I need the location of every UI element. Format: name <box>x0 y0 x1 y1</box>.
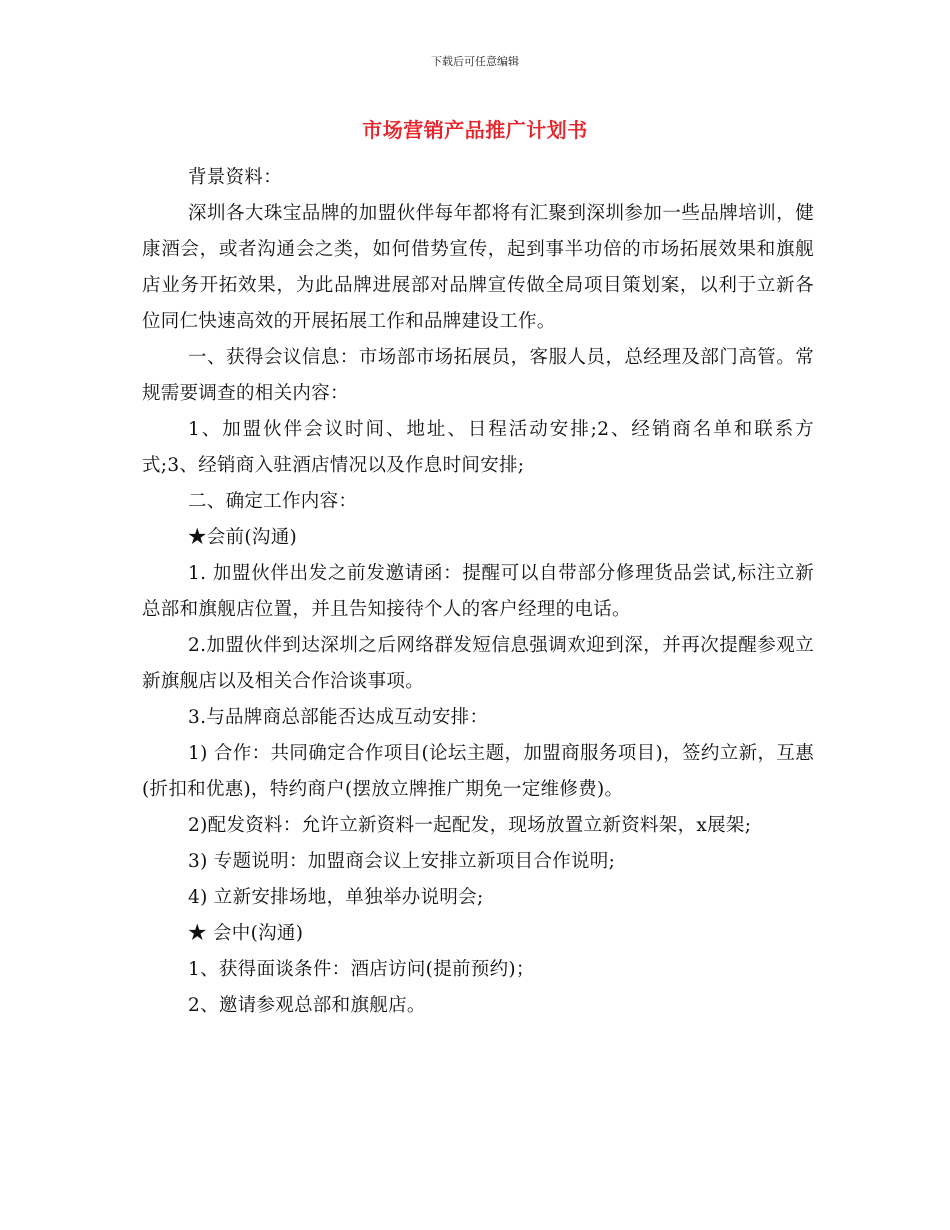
paragraph-item-invitation: 1. 加盟伙伴出发之前发邀请函：提醒可以自带部分修理货品尝试,标注立新总部和旗舰店位置，并且告知接待个人的客户经理的电话。 <box>142 563 814 620</box>
paragraph-section-2: 二、确定工作内容： <box>188 491 358 512</box>
paragraph-item-sms: 2.加盟伙伴到达深圳之后网络群发短信息强调欢迎到深，并再次提醒参观立新旗舰店以及相关合作洽谈事项。 <box>142 635 814 692</box>
paragraph-sub-cooperation: 1) 合作：共同确定合作项目(论坛主题，加盟商服务项目)，签约立新，互惠(折扣和优惠)，特约商户(摆放立牌推广期免一定维修费)。 <box>142 743 814 800</box>
paragraph-sub-special-topic: 3) 专题说明：加盟商会议上安排立新项目合作说明; <box>188 851 616 872</box>
paragraph-item-interaction: 3.与品牌商总部能否达成互动安排： <box>188 707 489 728</box>
paragraph-section-1-items: 1、加盟伙伴会议时间、地址、日程活动安排;2、经销商名单和联系方式;3、经销商入驻酒店情况以及作息时间安排; <box>142 419 814 476</box>
page-header-note: 下载后可任意编辑 <box>431 55 519 68</box>
paragraph-during-meeting: ★ 会中(沟通) <box>188 923 304 944</box>
paragraph-sub-venue: 4) 立新安排场地，单独举办说明会; <box>188 887 484 908</box>
document-body <box>142 160 814 1024</box>
paragraph-item-interview: 1、获得面谈条件：酒店访问(提前预约)； <box>188 959 535 980</box>
paragraph-section-1: 一、获得会议信息：市场部市场拓展员，客服人员，总经理及部门高管。常规需要调查的相关内容： <box>142 347 814 404</box>
document-title: 市场营销产品推广计划书 <box>362 118 588 142</box>
paragraph-before-meeting: ★会前(沟通) <box>188 527 298 548</box>
paragraph-background: 深圳各大珠宝品牌的加盟伙伴每年都将有汇聚到深圳参加一些品牌培训，健康酒会，或者沟通会之类，如何借势宣传，起到事半功倍的市场拓展效果和旗舰店业务开拓效果，为此品牌进展部对品牌宣传做全局项目策划案，以利于立新各位同仁快速高效的开展拓展工作和品牌建设工作。 <box>142 203 814 332</box>
paragraph-item-visit: 2、邀请参观总部和旗舰店。 <box>188 995 426 1016</box>
paragraph-background-label: 背景资料： <box>188 167 283 188</box>
paragraph-sub-materials: 2)配发资料：允许立新资料一起配发，现场放置立新资料架，x展架; <box>188 815 752 836</box>
